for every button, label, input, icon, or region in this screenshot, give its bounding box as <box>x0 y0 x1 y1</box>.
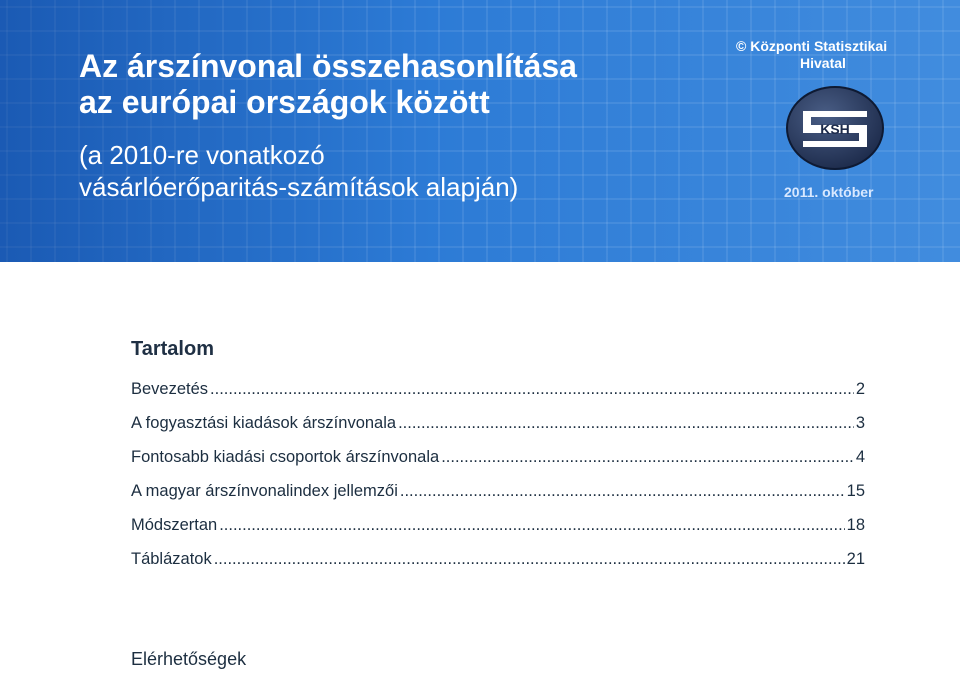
organization-name <box>736 38 916 72</box>
title-line-1: Az árszínvonal összehasonlítása <box>79 48 577 84</box>
toc-item-page[interactable]: 4 <box>855 448 865 466</box>
organization-line-2: Hivatal <box>800 55 846 71</box>
toc-item-fogyasztasi-kiadasok[interactable] <box>131 414 865 448</box>
toc-item-label[interactable]: A fogyasztási kiadások árszínvonala <box>131 414 397 432</box>
toc-item-modszertan[interactable] <box>131 516 865 550</box>
toc-item-page[interactable]: 3 <box>855 414 865 432</box>
ksh-logo-icon <box>785 85 885 171</box>
publication-date: 2011. október <box>784 184 874 200</box>
subtitle-line-1: (a 2010-re vonatkozó <box>79 140 325 170</box>
contacts-heading: Elérhetőségek <box>131 649 247 669</box>
title-line-2: az európai országok között <box>79 84 490 120</box>
subtitle-line-2: vásárlóerőparitás-számítások alapján) <box>79 172 519 202</box>
toc-item-page[interactable]: 15 <box>846 482 865 500</box>
document-title <box>79 48 577 120</box>
toc-item-label[interactable]: Fontosabb kiadási csoportok árszínvonala <box>131 448 440 466</box>
toc-leader-dots <box>210 380 854 399</box>
table-of-contents <box>131 380 865 584</box>
toc-item-tablazatok[interactable] <box>131 550 865 584</box>
organization-line-1: © Központi Statisztikai <box>736 38 888 54</box>
toc-item-label[interactable]: Bevezetés <box>131 380 209 398</box>
document-subtitle <box>79 139 518 203</box>
toc-item-label[interactable]: Táblázatok <box>131 550 212 568</box>
toc-heading: Tartalom <box>131 338 214 360</box>
toc-leader-dots <box>398 414 854 433</box>
toc-item-page[interactable]: 21 <box>846 550 865 568</box>
logo-text: KSH <box>820 121 850 137</box>
toc-item-page[interactable]: 2 <box>855 380 865 398</box>
toc-item-label[interactable]: Módszertan <box>131 516 218 534</box>
toc-item-page[interactable]: 18 <box>846 516 865 534</box>
toc-item-bevezetes[interactable] <box>131 380 865 414</box>
toc-leader-dots <box>214 550 845 569</box>
toc-leader-dots <box>441 448 854 467</box>
toc-item-kiadasi-csoportok[interactable] <box>131 448 865 482</box>
toc-item-magyar-arszinvonalindex[interactable] <box>131 482 865 516</box>
toc-item-label[interactable]: A magyar árszínvonalindex jellemzői <box>131 482 398 500</box>
toc-leader-dots <box>400 482 845 501</box>
toc-leader-dots <box>219 516 844 535</box>
header-banner <box>0 0 960 262</box>
